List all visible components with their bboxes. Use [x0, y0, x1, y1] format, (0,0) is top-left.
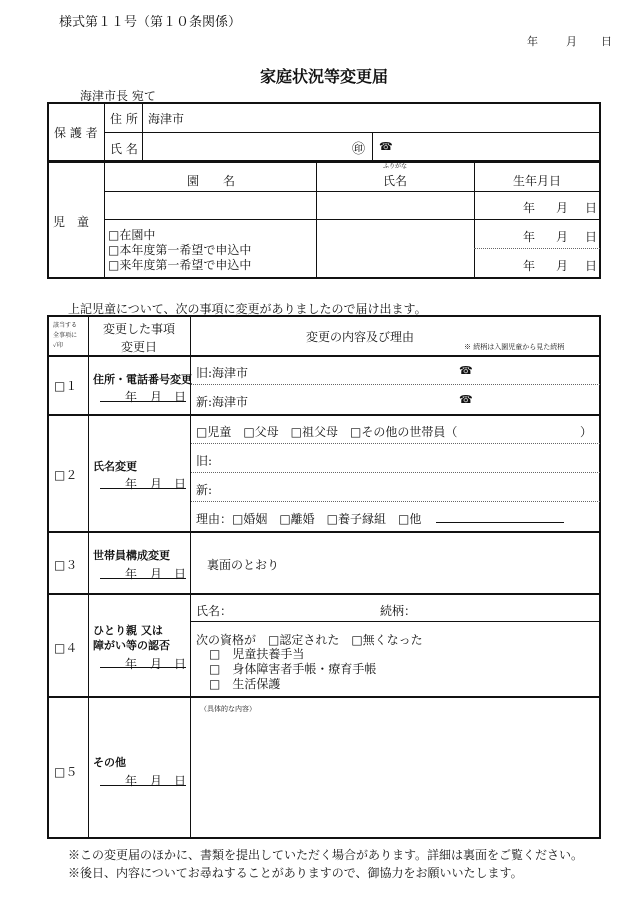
row1-old-address[interactable]: 旧:海津市 [196, 366, 249, 380]
row1-new-address[interactable]: 新:海津市 [196, 395, 249, 409]
name-label: 氏 名 [110, 142, 138, 156]
row5-detail-field[interactable] [196, 715, 596, 833]
guardian-label: 保 護 者 [54, 126, 98, 140]
addressee: 海津市長 宛て [80, 89, 156, 103]
row2-reason-options[interactable]: 理由：□婚姻 □離婚 □養子縁組 □他 [196, 512, 422, 526]
footer-note-1: ※この変更届のほかに、書類を提出していただく場合があります。詳細は裏面をご覧ください。 [68, 848, 584, 862]
col-birthdate: 生年月日 [513, 174, 562, 188]
row4-checkbox[interactable]: □４ [54, 641, 78, 655]
row4-item-welfare[interactable]: □ 生活保護 [209, 677, 281, 691]
row4-qualification[interactable]: 次の資格が □認定された □無くなった [196, 633, 423, 647]
row5-checkbox[interactable]: □５ [54, 765, 78, 779]
date-month-label: 月 [566, 35, 577, 48]
row3-content: 裏面のとおり [207, 558, 280, 572]
address-field[interactable]: 海津市 [148, 112, 185, 126]
phone-icon: ☎ [459, 364, 473, 377]
phone-icon: ☎ [379, 140, 393, 153]
row2-target-options[interactable]: □児童 □父母 □祖父母 □その他の世帯員（ [196, 425, 458, 439]
child-label: 児 童 [53, 215, 90, 229]
footer-note-2: ※後日、内容についてお尋ねすることがありますので、御協力をお願いいたします。 [68, 866, 523, 880]
status-checkbox-this-year[interactable]: □本年度第一希望で申込中 [108, 243, 252, 257]
row3-checkbox[interactable]: □３ [54, 558, 78, 572]
row1-checkbox[interactable]: □１ [54, 379, 78, 393]
status-checkbox-enrolled[interactable]: □在園中 [108, 228, 156, 242]
row5-detail-label: （具体的な内容） [200, 705, 256, 713]
intro-text: 上記児童について、次の事項に変更がありましたので届け出ます。 [68, 302, 427, 316]
address-label: 住 所 [110, 112, 138, 126]
status-checkbox-next-year[interactable]: □来年度第一希望で申込中 [108, 258, 252, 272]
row4-relation-label: 続柄： [380, 604, 417, 618]
date-day-label: 日 [601, 35, 612, 48]
col-school-name: 園 名 [187, 174, 236, 188]
date-year-label: 年 [527, 35, 538, 48]
name-field[interactable] [148, 136, 348, 156]
page-title: 家庭状況等変更届 [260, 67, 389, 86]
row2-old-name[interactable]: 旧: [196, 454, 213, 468]
row4-item-disability[interactable]: □ 身体障害者手帳・療育手帳 [209, 662, 377, 676]
form-number: 様式第１１号（第１０条関係） [59, 15, 242, 30]
row2-new-name[interactable]: 新: [196, 483, 213, 497]
col-child-name: 氏名 [383, 174, 408, 188]
row4-item-child-allowance[interactable]: □ 児童扶養手当 [209, 647, 305, 661]
furigana-label: ふりがな [383, 163, 408, 170]
seal-icon: ㊞ [352, 142, 366, 157]
row2-checkbox[interactable]: □２ [54, 468, 78, 482]
row4-name-label: 氏名： [196, 604, 233, 618]
phone-icon: ☎ [459, 393, 473, 406]
